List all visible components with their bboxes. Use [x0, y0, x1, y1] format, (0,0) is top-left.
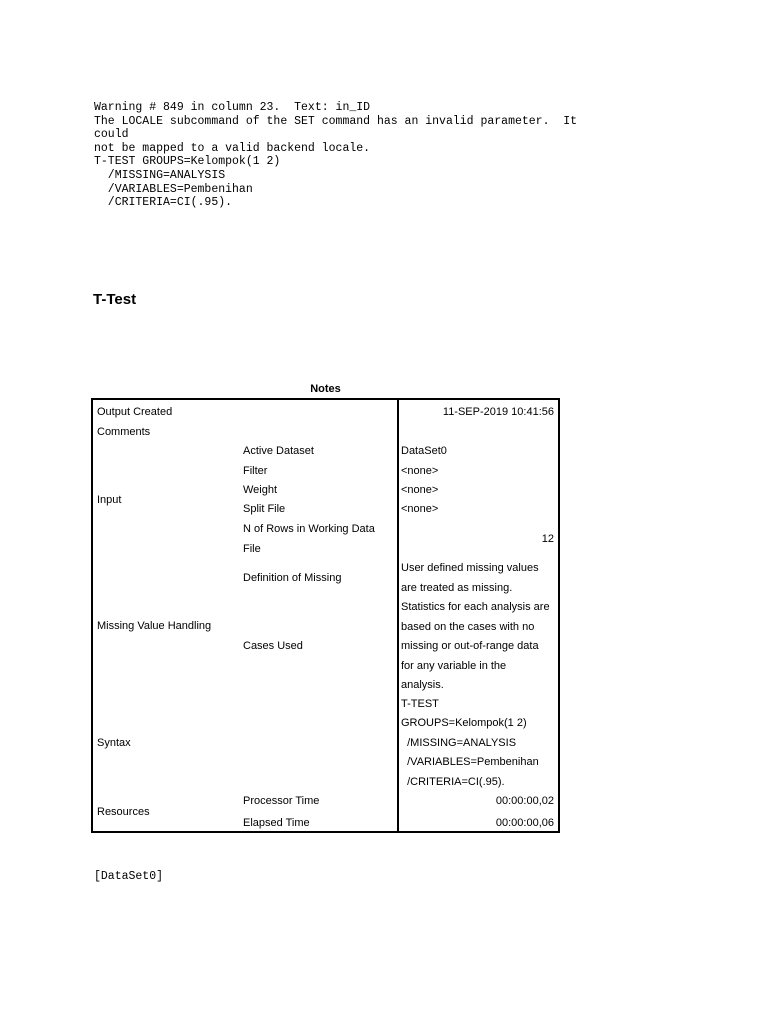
cases-used-label: Cases Used	[243, 640, 303, 652]
syntax-line: T-TEST	[401, 698, 439, 710]
notes-table	[91, 398, 560, 833]
syntax-log	[94, 101, 654, 210]
output-created-label: Output Created	[97, 406, 173, 418]
split-file-label: Split File	[243, 503, 286, 515]
section-title: T-Test	[93, 291, 137, 308]
column-divider	[397, 400, 399, 831]
n-rows-label: N of Rows in Working Data File	[243, 523, 375, 555]
definition-missing-label: Definition of Missing	[243, 572, 342, 584]
split-file-value: <none>	[401, 503, 439, 515]
weight-value: <none>	[401, 484, 439, 496]
active-dataset-value: DataSet0	[401, 445, 447, 457]
syntax-line: /CRITERIA=CI(.95).	[401, 776, 505, 788]
log-line: T-TEST GROUPS=Kelompok(1 2)	[94, 155, 281, 169]
syntax-line: /VARIABLES=Pembenihan	[401, 756, 539, 768]
weight-label: Weight	[243, 484, 278, 496]
syntax-line: /MISSING=ANALYSIS	[401, 737, 517, 749]
processor-time-value: 00:00:00,02	[495, 795, 554, 807]
active-dataset-label: Active Dataset	[243, 445, 314, 457]
missing-value-handling-label: Missing Value Handling	[97, 620, 212, 632]
cases-used-value: Statistics for each analysis are based on the cases with no missing or out-of-range data for any variable in the analysis.	[401, 601, 550, 691]
elapsed-time-label: Elapsed Time	[243, 817, 310, 829]
processor-time-label: Processor Time	[243, 795, 320, 807]
log-line: /CRITERIA=CI(.95).	[94, 196, 233, 210]
notes-table-title: Notes	[310, 383, 341, 395]
filter-label: Filter	[243, 465, 268, 477]
elapsed-time-value: 00:00:00,06	[495, 817, 554, 829]
log-line: Warning # 849 in column 23. Text: in_ID	[94, 101, 371, 114]
log-line: /VARIABLES=Pembenihan	[94, 182, 253, 196]
comments-label: Comments	[97, 426, 151, 438]
input-label: Input	[97, 494, 122, 506]
syntax-line: GROUPS=Kelompok(1 2)	[401, 717, 527, 729]
log-line: /MISSING=ANALYSIS	[94, 168, 226, 182]
n-rows-value: 12	[541, 533, 554, 545]
resources-label: Resources	[97, 806, 150, 818]
dataset-footer: [DataSet0]	[94, 870, 164, 883]
syntax-label: Syntax	[97, 737, 131, 749]
log-line: could	[94, 128, 129, 142]
filter-value: <none>	[401, 465, 439, 477]
log-line: The LOCALE subcommand of the SET command has an invalid parameter. It	[94, 114, 578, 128]
log-line: not be mapped to a valid backend locale.	[94, 141, 371, 155]
output-created-value: 11-SEP-2019 10:41:56	[442, 406, 554, 418]
definition-missing-value: User defined missing values are treated as missing.	[401, 562, 539, 594]
